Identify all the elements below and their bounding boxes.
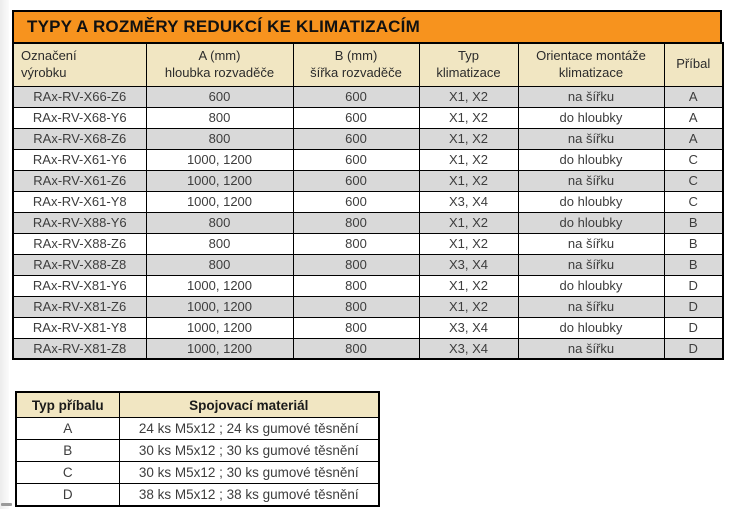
header-line1: Typ <box>458 47 479 63</box>
cell-dim-a: 800 <box>146 212 293 233</box>
cell-mount-orientation: na šířku <box>518 233 664 254</box>
cell-dim-a: 1000, 1200 <box>146 170 293 191</box>
accessory-header-accessory-type: Typ příbalu <box>16 392 119 418</box>
header-line2: klimatizace <box>436 64 501 80</box>
cell-ac-type: X1, X2 <box>419 149 518 170</box>
table-row <box>13 275 723 296</box>
cell-dim-b: 600 <box>293 170 419 191</box>
cell-product-code: RAx-RV-X66-Z6 <box>13 86 146 107</box>
cell-accessory-type: C <box>664 191 723 212</box>
main-table-section <box>12 10 722 360</box>
table-row <box>13 128 723 149</box>
cell-ac-type: X1, X2 <box>419 275 518 296</box>
cell-dim-b: 800 <box>293 275 419 296</box>
cell-accessory-type: D <box>664 275 723 296</box>
cell-dim-b: 800 <box>293 254 419 275</box>
cell-dim-a: 1000, 1200 <box>146 317 293 338</box>
cell-dim-a: 1000, 1200 <box>146 275 293 296</box>
table-row <box>13 212 723 233</box>
table-row <box>13 317 723 338</box>
cell-dim-a: 600 <box>146 86 293 107</box>
cell-accessory-type: D <box>664 317 723 338</box>
table-row <box>16 484 379 507</box>
table-row <box>16 440 379 462</box>
cell-dim-a: 800 <box>146 254 293 275</box>
cell-mount-orientation: na šířku <box>518 170 664 191</box>
main-table-title-bar <box>12 10 722 44</box>
table-row <box>13 233 723 254</box>
main-table-title: TYPY A ROZMĚRY REDUKCÍ KE KLIMATIZACÍM <box>27 17 420 36</box>
cell-product-code: RAx-RV-X61-Z6 <box>13 170 146 191</box>
main-header-mount-orientation <box>518 43 664 86</box>
cell-dim-b: 600 <box>293 107 419 128</box>
main-header-dim-b <box>293 43 419 86</box>
main-header-dim-a <box>146 43 293 86</box>
cell-dim-a: 1000, 1200 <box>146 149 293 170</box>
cell-ac-type: X3, X4 <box>419 338 518 359</box>
table-row <box>13 338 723 359</box>
cell-dim-a: 800 <box>146 107 293 128</box>
accessory-table-section <box>15 391 380 507</box>
cell-mount-orientation: do hloubky <box>518 149 664 170</box>
cell-mount-orientation: na šířku <box>518 254 664 275</box>
cell-accessory-type: D <box>16 484 119 507</box>
cell-ac-type: X1, X2 <box>419 107 518 128</box>
cell-accessory-type: A <box>664 128 723 149</box>
header-line2: šířka rozvaděče <box>310 64 402 80</box>
cell-ac-type: X3, X4 <box>419 254 518 275</box>
accessory-table <box>15 391 380 507</box>
table-row <box>16 418 379 440</box>
cell-accessory-type: D <box>664 296 723 317</box>
main-table-body <box>13 86 723 359</box>
main-header-ac-type <box>419 43 518 86</box>
table-row <box>13 191 723 212</box>
cell-product-code: RAx-RV-X81-Y6 <box>13 275 146 296</box>
header-line1: Označení <box>21 47 77 63</box>
main-header-product-code <box>13 43 146 86</box>
cell-product-code: RAx-RV-X81-Z6 <box>13 296 146 317</box>
table-row <box>13 296 723 317</box>
cell-mount-orientation: do hloubky <box>518 191 664 212</box>
cell-accessory-type: C <box>16 462 119 484</box>
table-row <box>13 107 723 128</box>
cell-accessory-type: A <box>664 86 723 107</box>
cell-accessory-type: B <box>664 233 723 254</box>
cell-mount-orientation: do hloubky <box>518 275 664 296</box>
cell-dim-b: 800 <box>293 233 419 254</box>
cell-dim-b: 600 <box>293 191 419 212</box>
cell-mount-orientation: na šířku <box>518 296 664 317</box>
cell-accessory-type: C <box>664 170 723 191</box>
cell-joining-material: 24 ks M5x12 ; 24 ks gumové těsnění <box>119 418 379 440</box>
cell-accessory-type: A <box>16 418 119 440</box>
cell-mount-orientation: na šířku <box>518 86 664 107</box>
cell-ac-type: X1, X2 <box>419 296 518 317</box>
cell-ac-type: X1, X2 <box>419 233 518 254</box>
cell-mount-orientation: do hloubky <box>518 107 664 128</box>
header-line1: A (mm) <box>198 47 241 63</box>
cell-dim-b: 800 <box>293 212 419 233</box>
cell-dim-a: 800 <box>146 128 293 149</box>
cell-ac-type: X1, X2 <box>419 86 518 107</box>
cell-dim-b: 600 <box>293 149 419 170</box>
cell-accessory-type: B <box>16 440 119 462</box>
cell-dim-a: 800 <box>146 233 293 254</box>
cell-product-code: RAx-RV-X81-Z8 <box>13 338 146 359</box>
cell-ac-type: X1, X2 <box>419 128 518 149</box>
table-row <box>13 254 723 275</box>
accessory-header-joining-material: Spojovací materiál <box>119 392 379 418</box>
cell-accessory-type: D <box>664 338 723 359</box>
header-line1: Příbal <box>676 56 711 72</box>
cell-accessory-type: B <box>664 212 723 233</box>
table-row <box>13 86 723 107</box>
cell-dim-b: 800 <box>293 317 419 338</box>
cell-product-code: RAx-RV-X88-Z8 <box>13 254 146 275</box>
cell-mount-orientation: do hloubky <box>518 317 664 338</box>
accessory-table-header-row <box>16 392 379 418</box>
accessory-table-header <box>16 392 379 418</box>
accessory-table-body <box>16 418 379 507</box>
table-row <box>13 149 723 170</box>
cell-mount-orientation: na šířku <box>518 338 664 359</box>
cell-accessory-type: A <box>664 107 723 128</box>
cell-dim-a: 1000, 1200 <box>146 191 293 212</box>
cell-accessory-type: C <box>664 149 723 170</box>
cell-product-code: RAx-RV-X68-Z6 <box>13 128 146 149</box>
header-line2: hloubka rozvaděče <box>164 64 275 80</box>
cell-joining-material: 30 ks M5x12 ; 30 ks gumové těsnění <box>119 462 379 484</box>
cell-ac-type: X1, X2 <box>419 170 518 191</box>
cell-product-code: RAx-RV-X61-Y8 <box>13 191 146 212</box>
main-table <box>12 42 724 360</box>
cell-product-code: RAx-RV-X61-Y6 <box>13 149 146 170</box>
cell-product-code: RAx-RV-X88-Z6 <box>13 233 146 254</box>
cell-dim-a: 1000, 1200 <box>146 338 293 359</box>
table-row <box>13 170 723 191</box>
cell-product-code: RAx-RV-X81-Y8 <box>13 317 146 338</box>
scan-dash-artifact <box>1 503 12 506</box>
cell-dim-a: 1000, 1200 <box>146 296 293 317</box>
table-row <box>16 462 379 484</box>
scan-edge-artifact <box>0 0 9 509</box>
cell-dim-b: 600 <box>293 128 419 149</box>
cell-joining-material: 38 ks M5x12 ; 38 ks gumové těsnění <box>119 484 379 507</box>
cell-ac-type: X3, X4 <box>419 191 518 212</box>
header-line1: B (mm) <box>334 47 378 63</box>
cell-dim-b: 800 <box>293 296 419 317</box>
main-header-accessory-type <box>664 43 723 86</box>
cell-product-code: RAx-RV-X88-Y6 <box>13 212 146 233</box>
cell-product-code: RAx-RV-X68-Y6 <box>13 107 146 128</box>
main-table-header-row <box>13 43 723 86</box>
cell-joining-material: 30 ks M5x12 ; 30 ks gumové těsnění <box>119 440 379 462</box>
cell-dim-b: 800 <box>293 338 419 359</box>
header-line1: Orientace montáže <box>536 47 646 63</box>
main-table-header <box>13 43 723 86</box>
cell-ac-type: X1, X2 <box>419 212 518 233</box>
header-line2: klimatizace <box>558 64 624 80</box>
header-line2: výrobku <box>21 64 67 80</box>
cell-accessory-type: B <box>664 254 723 275</box>
cell-ac-type: X3, X4 <box>419 317 518 338</box>
cell-mount-orientation: na šířku <box>518 128 664 149</box>
cell-dim-b: 600 <box>293 86 419 107</box>
cell-mount-orientation: do hloubky <box>518 212 664 233</box>
